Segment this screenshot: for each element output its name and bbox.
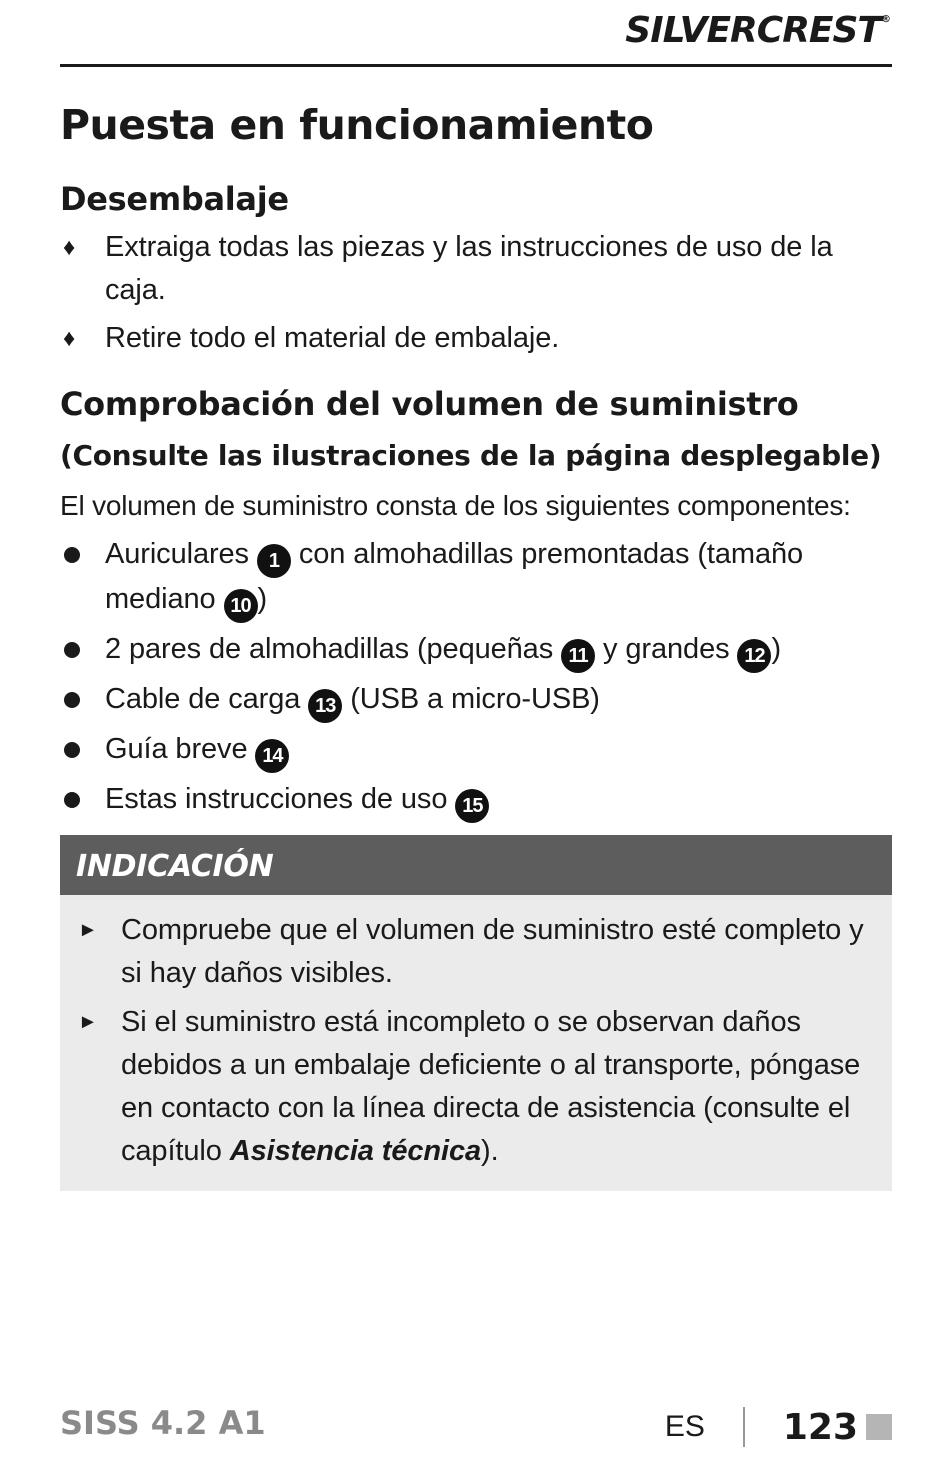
list-item: ♦ Retire todo el material de embalaje. — [60, 317, 892, 360]
page-content — [60, 95, 892, 1191]
part-number-badge: 12 — [737, 639, 771, 673]
header-rule — [60, 64, 892, 67]
section-subheading-delivery: (Consulte las ilustraciones de la página desplegable) — [60, 439, 882, 472]
unpacking-list — [60, 226, 892, 360]
page-title: Puesta en funcionamiento — [60, 101, 654, 149]
bullet-dot-icon — [64, 547, 80, 563]
list-item: Auriculares 1 con almohadillas premontadas (tamaño mediano 10 ) — [60, 533, 892, 623]
list-item: Estas instrucciones de uso 15 — [60, 778, 892, 823]
square-icon — [866, 1414, 892, 1440]
bullet-dot-icon — [64, 642, 80, 658]
bullet-dot-icon — [64, 692, 80, 708]
notice-item: ► Compruebe que el volumen de suministro esté completo y si hay daños visibles. — [76, 909, 876, 995]
part-number-badge: 1 — [257, 544, 291, 578]
arrow-right-icon: ► — [78, 919, 98, 941]
list-item: 2 pares de almohadillas (pequeñas 11 y grandes 12 ) — [60, 628, 892, 673]
brand-logo: SILVERCREST® — [625, 10, 890, 51]
diamond-icon: ♦ — [63, 325, 76, 352]
footer-divider — [743, 1407, 745, 1447]
notice-heading: INDICACIÓN — [60, 835, 892, 895]
notice-item: ► Si el suministro está incompleto o se observan daños debidos a un embalaje deficiente o al transporte, póngase en contacto con la línea directa de asistencia (consulte el capítulo Asistencia técnica). — [76, 1001, 876, 1173]
part-number-badge: 10 — [224, 589, 258, 623]
delivery-list — [60, 533, 892, 823]
bullet-dot-icon — [64, 792, 80, 808]
notice-box — [60, 835, 892, 1191]
part-number-badge: 14 — [255, 739, 289, 773]
diamond-icon: ♦ — [63, 234, 76, 261]
notice-list — [60, 895, 892, 1173]
bullet-dot-icon — [64, 742, 80, 758]
delivery-intro: El volumen de suministro consta de los siguientes componentes: — [60, 490, 851, 521]
page-number: 123 — [782, 1406, 858, 1448]
footer-language: ES — [664, 1410, 705, 1443]
part-number-badge: 13 — [308, 689, 342, 723]
chapter-reference: Asistencia técnica — [229, 1135, 482, 1167]
list-item: Guía breve 14 — [60, 728, 892, 773]
part-number-badge: 11 — [561, 639, 595, 673]
footer-page-info — [665, 1402, 892, 1452]
section-heading-delivery: Comprobación del volumen de suministro — [60, 385, 799, 423]
section-heading-unpacking: Desembalaje — [60, 180, 289, 218]
list-item: ♦ Extraiga todas las piezas y las instrucciones de uso de la caja. — [60, 226, 892, 312]
arrow-right-icon: ► — [78, 1011, 98, 1033]
footer-model: SISS 4.2 A1 — [60, 1404, 266, 1442]
part-number-badge: 15 — [455, 789, 489, 823]
list-item: Cable de carga 13 (USB a micro-USB) — [60, 678, 892, 723]
